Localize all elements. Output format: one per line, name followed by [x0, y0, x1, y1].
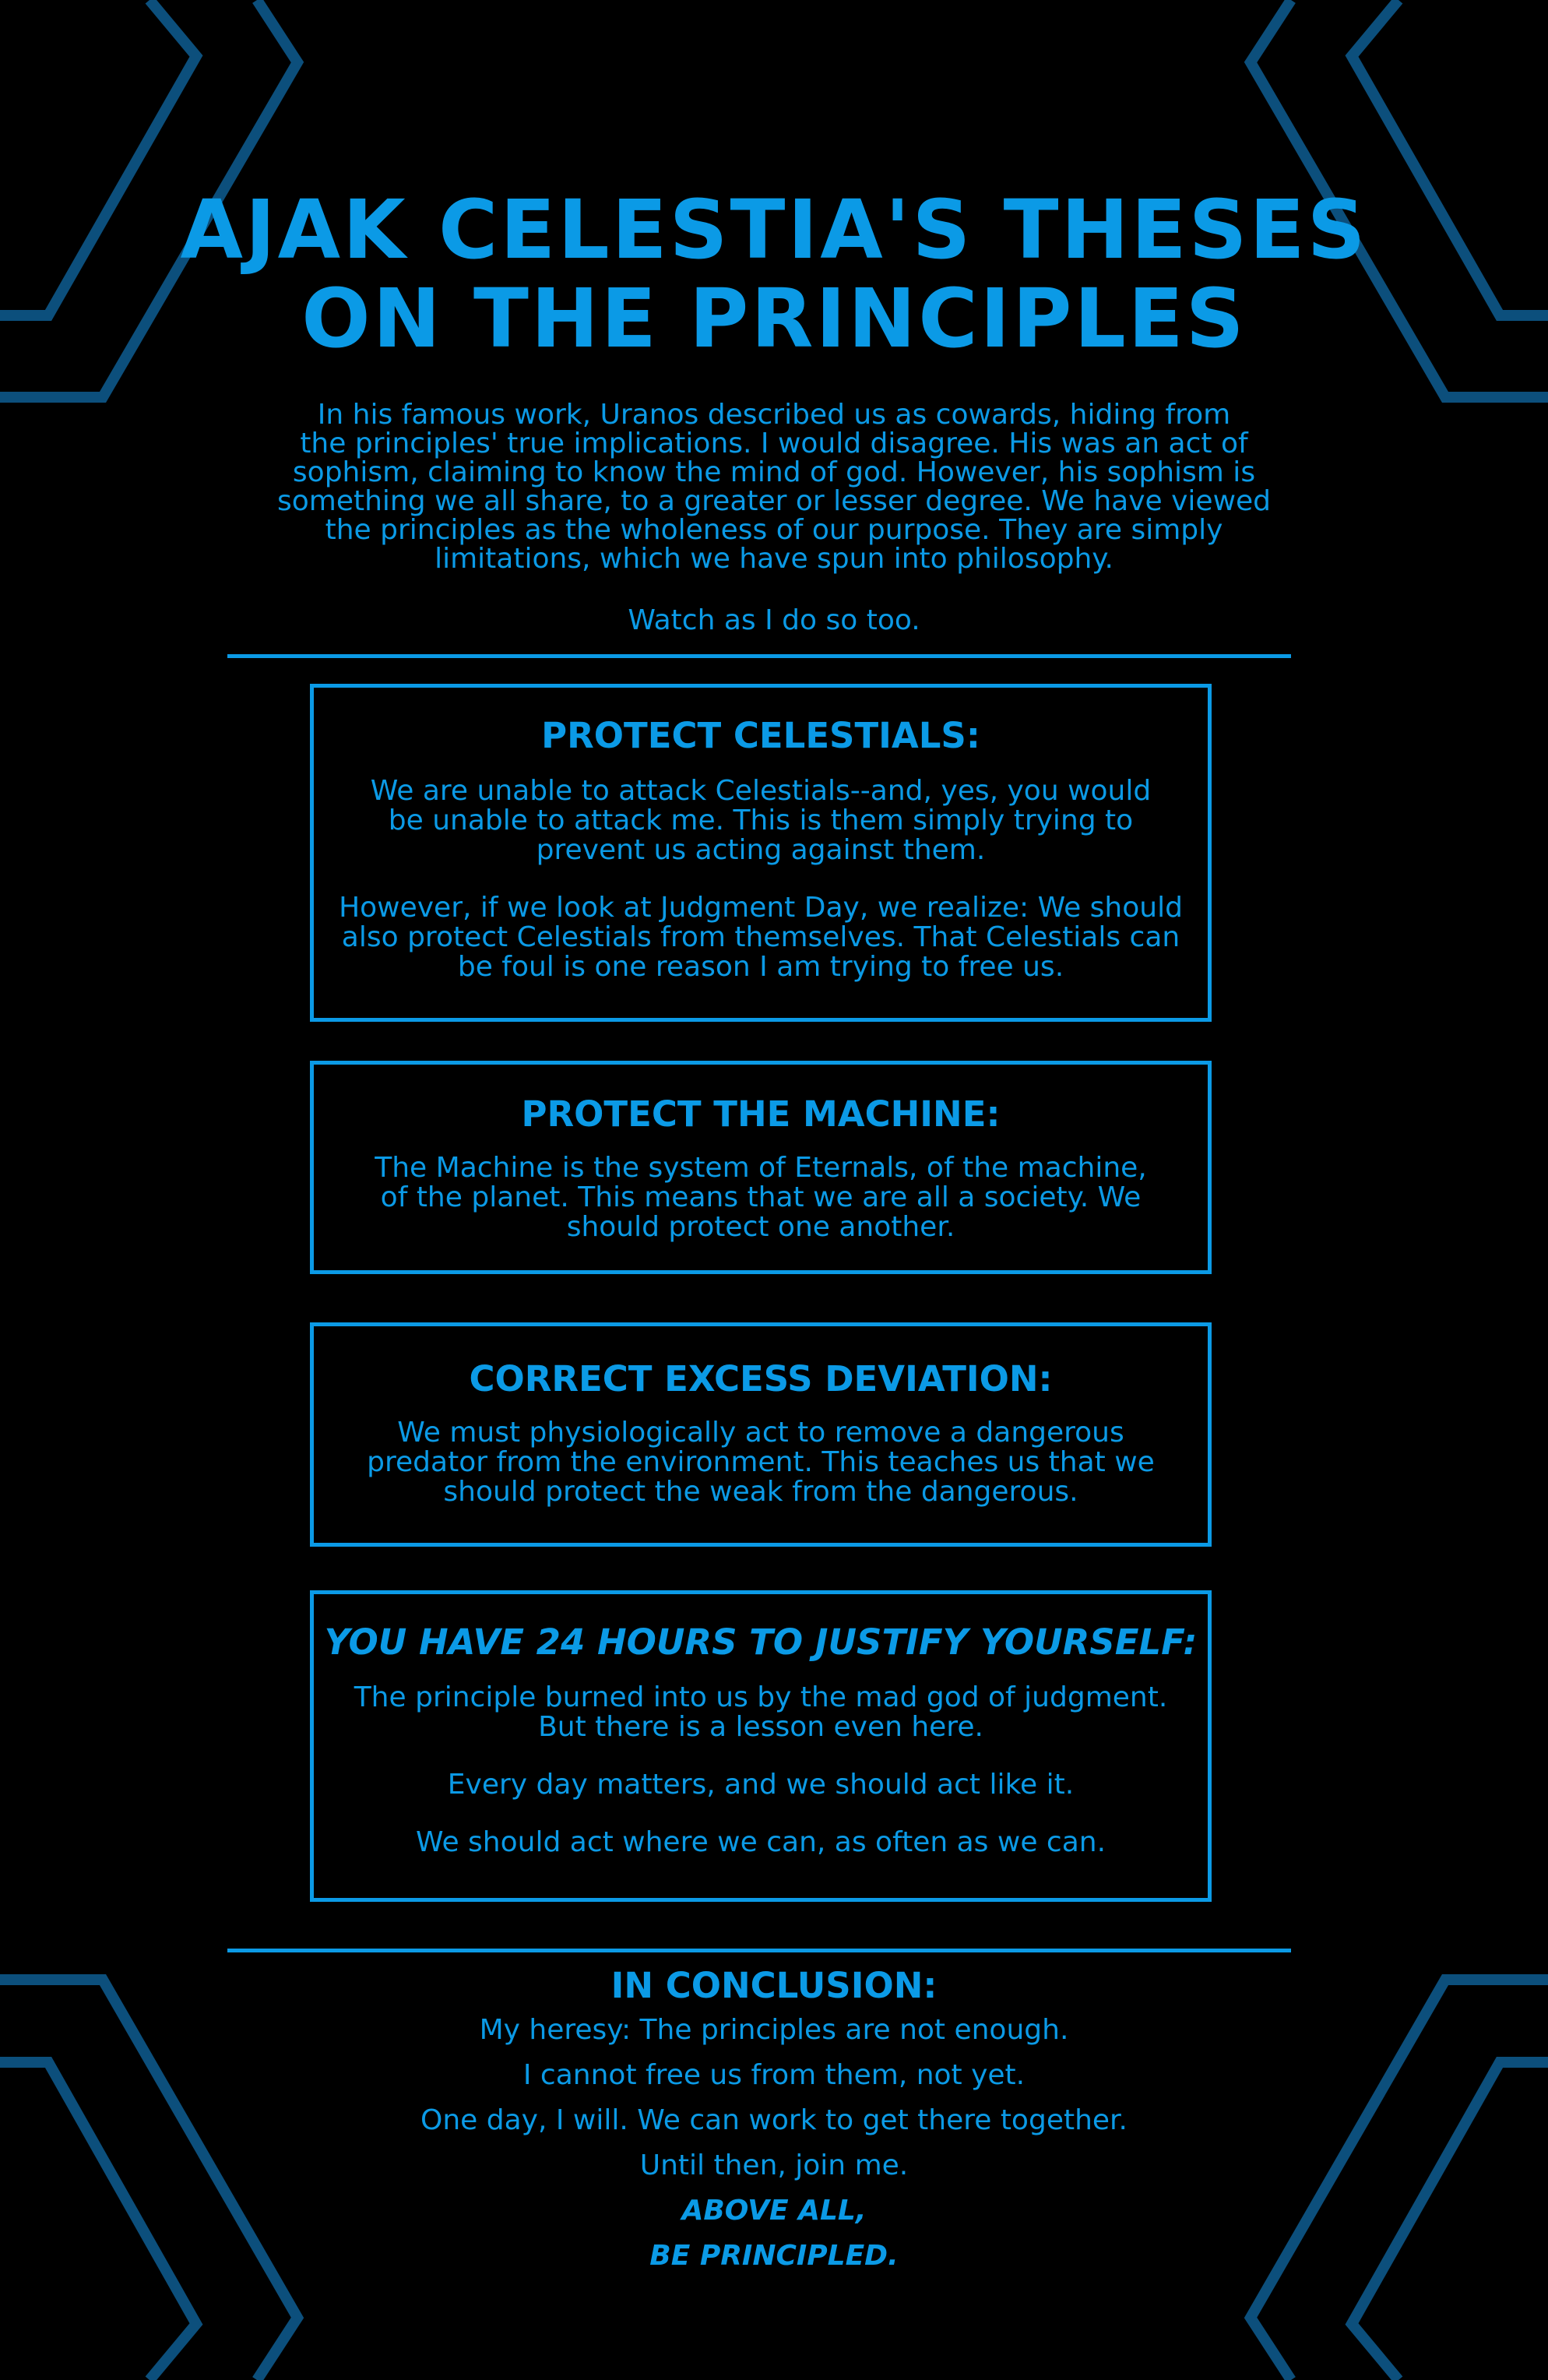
section-heading: YOU HAVE 24 HOURS TO JUSTIFY YOURSELF: [324, 1621, 1198, 1663]
intro-line: In his famous work, Uranos described us as cowards, hiding from [317, 399, 1231, 431]
intro-line: the principles as the wholeness of our purpose. They are simply [325, 514, 1223, 546]
section-24-hours [310, 1590, 1212, 1902]
title-line-1: AJAK CELESTIA'S THESES [180, 182, 1368, 277]
section-correct-excess-deviation [310, 1322, 1212, 1547]
intro-text [234, 400, 1314, 635]
section-line: Every day matters, and we should act like it. [447, 1769, 1075, 1801]
section-protect-the-machine [310, 1061, 1212, 1274]
section-line: be unable to attack me. This is them simply trying to [388, 804, 1134, 836]
section-line: However, if we look at Judgment Day, we realize: We should [339, 892, 1183, 924]
section-line: But there is a lesson even here. [538, 1711, 983, 1743]
page-title [0, 182, 1548, 366]
section-line: We should act where we can, as often as we can. [415, 1826, 1106, 1858]
section-protect-celestials [310, 684, 1212, 1022]
intro-line: something we all share, to a greater or lesser degree. We have viewed [276, 485, 1272, 517]
section-line: of the planet. This means that we are all a society. We [380, 1181, 1142, 1213]
conclusion-line: I cannot free us from them, not yet. [522, 2059, 1026, 2091]
section-line: The Machine is the system of Eternals, of the machine, [375, 1152, 1147, 1184]
section-line: also protect Celestials from themselves. That Celestials can [341, 921, 1180, 953]
section-heading: CORRECT EXCESS DEVIATION: [469, 1358, 1053, 1399]
bottom-divider [227, 1949, 1291, 1952]
intro-line: limitations, which we have spun into philosophy. [434, 543, 1114, 575]
motto-line-2: BE PRINCIPLED. [649, 2240, 899, 2272]
section-line: should protect one another. [566, 1211, 955, 1243]
intro-line: the principles' true implications. I would disagree. His was an act of [300, 428, 1248, 459]
section-line: prevent us acting against them. [536, 834, 986, 866]
section-line: The principle burned into us by the mad god of judgment. [354, 1681, 1168, 1713]
section-heading: PROTECT CELESTIALS: [541, 715, 980, 756]
section-line: We must physiologically act to remove a dangerous [397, 1417, 1124, 1449]
section-line: We are unable to attack Celestials--and, yes, you would [370, 775, 1152, 807]
conclusion [0, 1964, 1548, 2279]
conclusion-heading: IN CONCLUSION: [610, 1965, 938, 2006]
section-heading: PROTECT THE MACHINE: [521, 1093, 1001, 1135]
motto-line-1: ABOVE ALL, [681, 2195, 867, 2227]
section-line: predator from the environment. This teaches us that we [367, 1446, 1155, 1478]
intro-closing: Watch as I do so too. [628, 604, 920, 636]
conclusion-line: My heresy: The principles are not enough. [479, 2014, 1069, 2046]
top-divider [227, 654, 1291, 658]
conclusion-line: Until then, join me. [639, 2149, 909, 2181]
intro-line: sophism, claiming to know the mind of god. However, his sophism is [292, 456, 1256, 488]
section-line: be foul is one reason I am trying to free us. [457, 951, 1064, 983]
section-line: should protect the weak from the dangerous. [443, 1476, 1078, 1508]
title-line-2: ON THE PRINCIPLES [301, 271, 1247, 366]
conclusion-line: One day, I will. We can work to get there together. [420, 2104, 1128, 2136]
